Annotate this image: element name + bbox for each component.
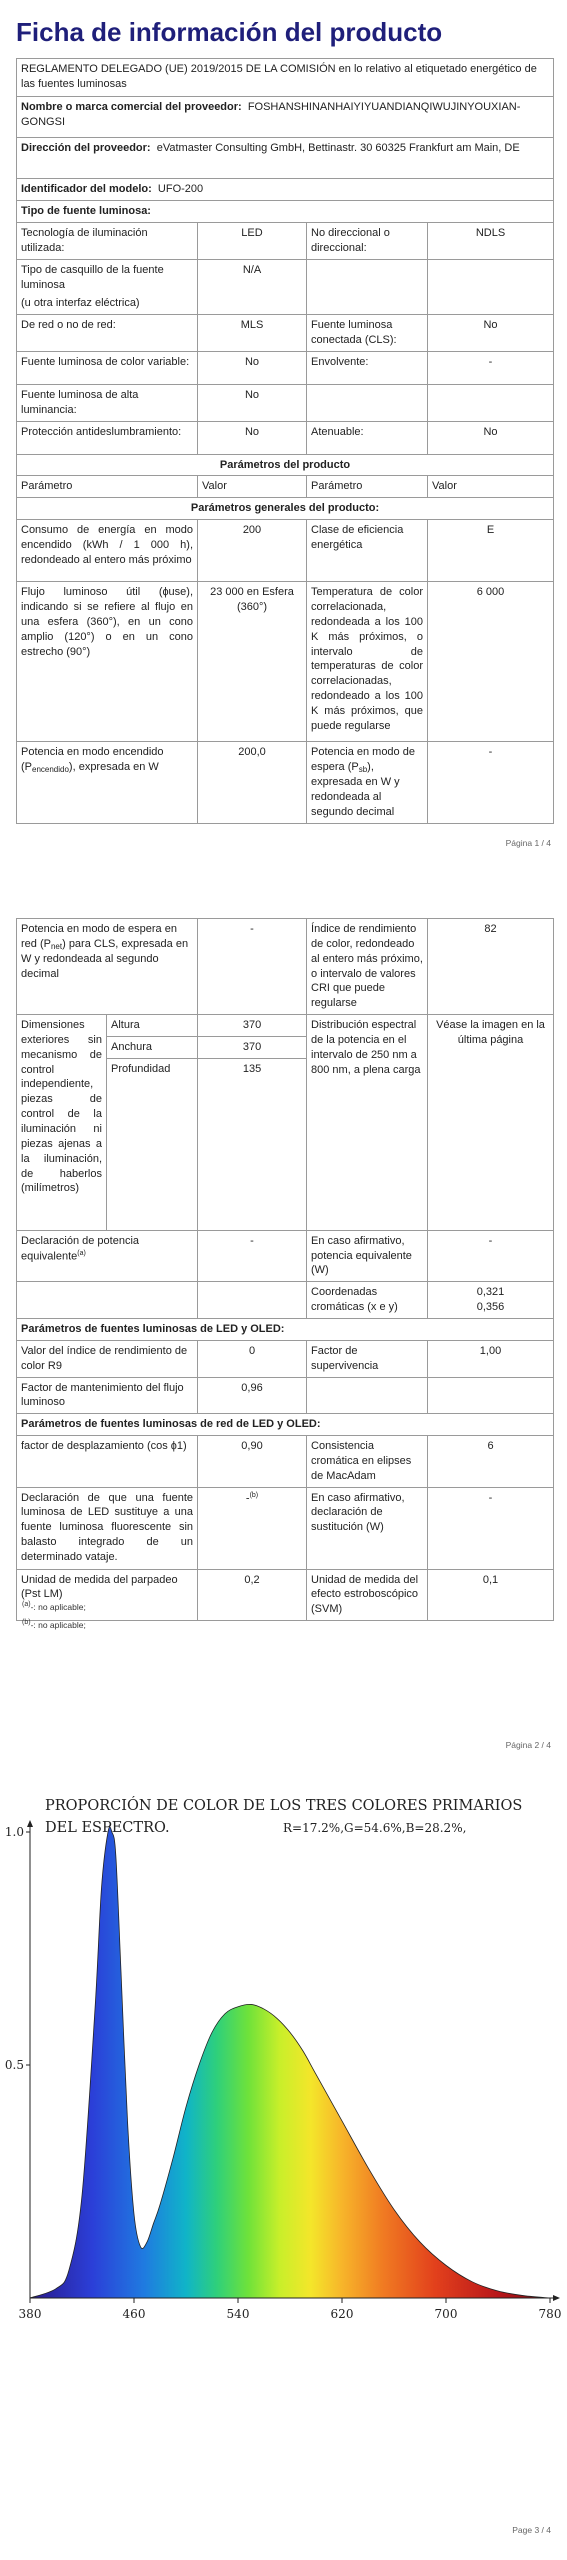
supplier-value: FOSHANSHINANHAIYIYUANDIANQIWUJINYOUXIAN-GONGSI xyxy=(21,101,521,128)
col-param-1: Parámetro xyxy=(17,476,198,498)
consumption-label: Consumo de energía en modo encendido (kWh / 1 000 h), redondeado al entero más próximo xyxy=(17,520,198,582)
cls-label: Fuente luminosa conectada (CLS): xyxy=(307,315,428,352)
eff-class-value: E xyxy=(428,520,554,582)
address-label: Dirección del proveedor: xyxy=(21,142,151,154)
chart-title-line-2: DEL ESPECTRO. xyxy=(45,1820,170,1836)
pnet-value: - xyxy=(198,919,307,1015)
spd-label: Distribución espectral de la potencia en el intervalo de 250 nm a 800 nm, a plena carga xyxy=(307,1015,428,1231)
env-value: - xyxy=(428,351,554,384)
col-value-1: Valor xyxy=(198,476,307,498)
colour-label: Fuente luminosa de color variable: xyxy=(17,351,198,384)
mains-label: De red o no de red: xyxy=(17,315,198,352)
flicker-label: Unidad de medida del parpadeo (Pst LM) xyxy=(17,1569,198,1621)
x-tick-label-700: 700 xyxy=(434,2307,458,2321)
dims-label: Dimensiones exteriores sin mecanismo de control independiente, piezas de control de la iluminación ni piezas ajenas a la iluminación, de haberlos (milímetros) xyxy=(17,1015,107,1231)
product-info-table-continued xyxy=(16,918,554,1621)
psb-label: Potencia en modo de espera (Psb), expresada en W y redondeada al segundo decimal xyxy=(307,742,428,824)
page-3 xyxy=(0,1760,567,2560)
col-param-2: Parámetro xyxy=(307,476,428,498)
tech-label: Tecnología de iluminación utilizada: xyxy=(17,223,198,260)
footnote-b: $^{(b)}$-: no aplicable; xyxy=(22,1619,86,1630)
page-2 xyxy=(0,900,567,1760)
page-1 xyxy=(0,0,567,860)
cct-label: Temperatura de color correlacionada, redondeada a los 100 K más próximos, o intervalo de temperaturas de color correlacionadas, redondeado a los 100 K más próximos, que puede regularse xyxy=(307,582,428,742)
dim-label: Atenuable: xyxy=(307,421,428,454)
high-lum-label: Fuente luminosa de alta luminancia: xyxy=(17,384,198,421)
psb-value: - xyxy=(428,742,554,824)
x-tick-label-620: 620 xyxy=(330,2307,354,2321)
chroma-y: 0,356 xyxy=(476,1301,505,1314)
supplier-row xyxy=(17,97,554,138)
dim-value: No xyxy=(428,421,554,454)
macadam-value: 6 xyxy=(428,1436,554,1488)
product-params-header: Parámetros del producto xyxy=(17,454,554,476)
env-label: Envolvente: xyxy=(307,351,428,384)
chroma-x: 0,321 xyxy=(476,1286,505,1299)
page-number: Página 1 / 4 xyxy=(505,838,551,848)
x-tick-label-460: 460 xyxy=(122,2307,146,2321)
svm-value: 0,1 xyxy=(428,1569,554,1621)
mains-value: MLS xyxy=(198,315,307,352)
depth-value: 135 xyxy=(198,1058,307,1230)
depth-label: Profundidad xyxy=(107,1058,198,1230)
equiv-w-label: En caso afirmativo, potencia equivalente (W) xyxy=(307,1230,428,1282)
cap-value: N/A xyxy=(198,259,307,315)
chroma-value xyxy=(428,1282,554,1319)
pon-value: 200,0 xyxy=(198,742,307,824)
disp-value: 0,90 xyxy=(198,1436,307,1488)
y-tick-label-0.5: 0.5 xyxy=(4,2058,24,2072)
y-axis-arrow xyxy=(27,1820,33,1827)
replacement-label: Declaración de que una fuente luminosa de LED sustituye a una fuente luminosa fluorescente sin balasto integrado de un determinado vataje. xyxy=(17,1487,198,1569)
x-tick-label-380: 380 xyxy=(18,2307,42,2321)
cap-label-cell xyxy=(17,259,198,315)
model-label: Identificador del modelo: xyxy=(21,183,152,195)
disp-label: factor de desplazamiento (cos ɸ1) xyxy=(17,1436,198,1488)
source-type-label: Tipo de fuente luminosa: xyxy=(17,201,554,223)
spectrum-area xyxy=(30,1827,550,2298)
survival-value: 1,00 xyxy=(428,1340,554,1377)
model-row xyxy=(17,179,554,201)
regulation-text: REGLAMENTO DELEGADO (UE) 2019/2015 DE LA COMISIÓN en lo relativo al etiquetado energético de las fuentes luminosas xyxy=(17,59,554,97)
maint-value: 0,96 xyxy=(198,1377,307,1414)
equiv-w-value: - xyxy=(428,1230,554,1282)
spectrum-chart xyxy=(0,1760,567,2520)
cri-value: 82 xyxy=(428,919,554,1015)
spd-value: Véase la imagen en la última página xyxy=(428,1015,554,1231)
macadam-label: Consistencia cromática en elipses de MacAdam xyxy=(307,1436,428,1488)
cls-value: No xyxy=(428,315,554,352)
led-params-header: Parámetros de fuentes luminosas de LED y OLED: xyxy=(17,1318,554,1340)
cap-label-2: (u otra interfaz eléctrica) xyxy=(21,297,140,310)
page-title: Ficha de información del producto xyxy=(16,17,443,47)
x-tick-label-780: 780 xyxy=(538,2307,562,2321)
r9-value: 0 xyxy=(198,1340,307,1377)
address-value: eVatmaster Consulting GmbH, Bettinastr. 30 60325 Frankfurt am Main, DE xyxy=(156,142,520,154)
equiv-value: - xyxy=(198,1230,307,1282)
chart-title-line-1: PROPORCIÓN DE COLOR DE LOS TRES COLORES PRIMARIOS xyxy=(45,1798,523,1814)
flux-value: 23 000 en Esfera (360°) xyxy=(198,582,307,742)
colour-value: No xyxy=(198,351,307,384)
cct-value: 6 000 xyxy=(428,582,554,742)
pon-label: Potencia en modo encendido (Pencendido), expresada en W xyxy=(17,742,198,824)
x-axis-arrow xyxy=(553,2295,560,2301)
col-value-2: Valor xyxy=(428,476,554,498)
page-number: Página 2 / 4 xyxy=(505,1740,551,1750)
nondir-label: No direccional o direccional: xyxy=(307,223,428,260)
model-value: UFO-200 xyxy=(157,183,204,195)
cap-label: Tipo de casquillo de la fuente luminosa xyxy=(21,263,164,291)
width-value: 370 xyxy=(198,1036,307,1058)
address-row xyxy=(17,138,554,179)
flux-label: Flujo luminoso útil (ɸuse), indicando si se refiere al flujo en una esfera (360°), en un cono amplio (120°) o en un cono estrecho (90°) xyxy=(17,582,198,742)
svm-label: Unidad de medida del efecto estroboscópico (SVM) xyxy=(307,1569,428,1621)
high-lum-value: No xyxy=(198,384,307,421)
glare-label: Protección antideslumbramiento: xyxy=(17,421,198,454)
survival-label: Factor de supervivencia xyxy=(307,1340,428,1377)
r9-label: Valor del índice de rendimiento de color R9 xyxy=(17,1340,198,1377)
height-label: Altura xyxy=(107,1015,198,1037)
replacement-w-label: En caso afirmativo, declaración de sustitución (W) xyxy=(307,1487,428,1569)
tech-value: LED xyxy=(198,223,307,260)
cri-label: Índice de rendimiento de color, redondeado al entero más próximo, o intervalo de valores CRI que puede regularse xyxy=(307,919,428,1015)
y-ticks xyxy=(5,1825,30,2072)
nondir-value: NDLS xyxy=(428,223,554,260)
supplier-label: Nombre o marca comercial del proveedor: xyxy=(21,101,242,113)
chart-annotation: R=17.2%,G=54.6%,B=28.2%, xyxy=(283,1821,467,1835)
consumption-value: 200 xyxy=(198,520,307,582)
maint-label: Factor de mantenimiento del flujo luminoso xyxy=(17,1377,198,1414)
page-number: Page 3 / 4 xyxy=(512,2525,551,2535)
height-value: 370 xyxy=(198,1015,307,1037)
equiv-label: Declaración de potencia equivalente$^{(a)}$ xyxy=(17,1230,198,1282)
chroma-label: Coordenadas cromáticas (x e y) xyxy=(307,1282,428,1319)
x-ticks xyxy=(19,2298,562,2321)
mains-led-params-header: Parámetros de fuentes luminosas de red de LED y OLED: xyxy=(17,1414,554,1436)
pnet-label: Potencia en modo de espera en red (Pnet) para CLS, expresada en W y redondeada al segundo decimal xyxy=(17,919,198,1015)
replacement-value: -$^{(b)}$ xyxy=(198,1487,307,1569)
general-params-header: Parámetros generales del producto: xyxy=(17,498,554,520)
footnote-a: $^{(a)}$-: no aplicable; xyxy=(22,1601,86,1612)
eff-class-label: Clase de eficiencia energética xyxy=(307,520,428,582)
flicker-value: 0,2 xyxy=(198,1569,307,1621)
y-tick-label-1.0: 1.0 xyxy=(4,1825,24,1839)
x-tick-label-540: 540 xyxy=(226,2307,250,2321)
replacement-w-value: - xyxy=(428,1487,554,1569)
width-label: Anchura xyxy=(107,1036,198,1058)
product-info-table xyxy=(16,58,554,824)
glare-value: No xyxy=(198,421,307,454)
